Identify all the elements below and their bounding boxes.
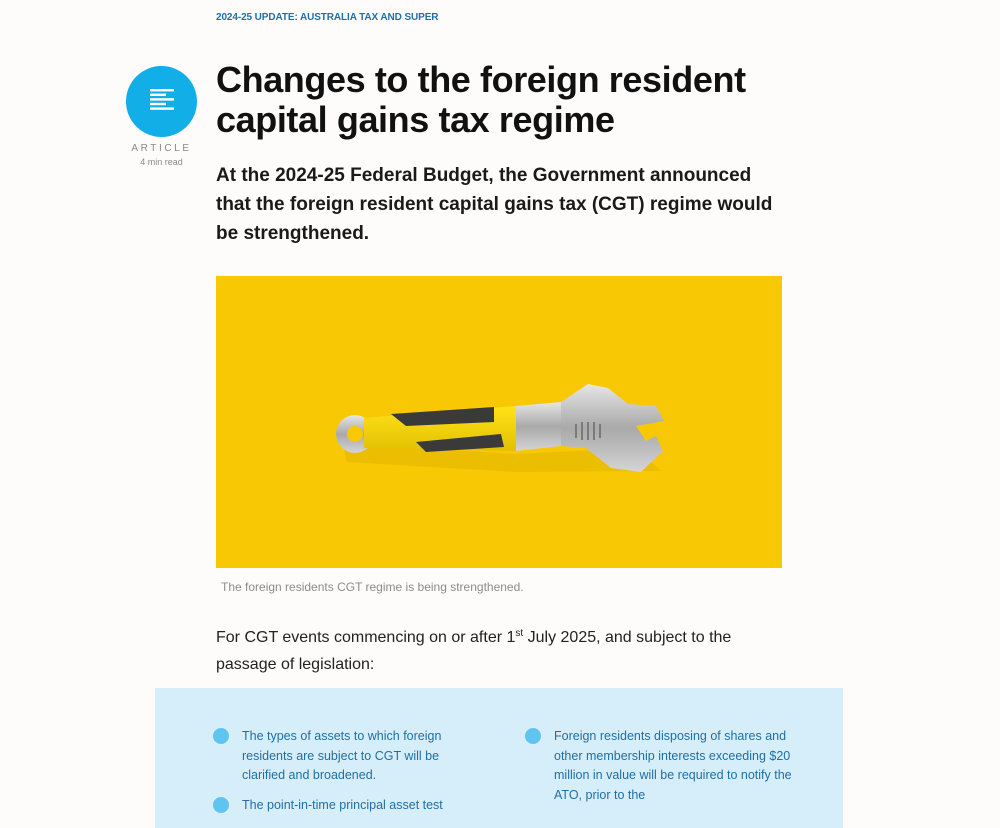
list-item [213, 727, 463, 786]
intro-paragraph [216, 624, 796, 678]
hero-image [216, 276, 782, 568]
list-item-text: The types of assets to which foreign residents are subject to CGT will be clarified and broadened. [242, 729, 442, 782]
category-eyebrow[interactable]: 2024-25 UPDATE: AUSTRALIA TAX AND SUPER [216, 12, 439, 23]
read-time: 4 min read [140, 157, 183, 167]
intro-text: For CGT events commencing on or after 1 [216, 629, 516, 646]
list-item-text: Foreign residents disposing of shares and other membership interests exceeding $20 million in value will be required to notify the ATO, prior to the [554, 729, 792, 802]
list-item [525, 727, 795, 805]
image-caption: The foreign residents CGT regime is being strengthened. [221, 580, 524, 594]
bullet-dot-icon [213, 797, 229, 813]
bullet-dot-icon [525, 728, 541, 744]
article-badge [126, 66, 197, 137]
list-item [213, 796, 503, 816]
list-item-text: The point-in-time principal asset test [242, 798, 443, 812]
intro-text-continued: July 2025, and subject to the passage of legislation: [216, 629, 732, 673]
bullet-dot-icon [213, 728, 229, 744]
document-lines-icon [147, 84, 177, 119]
page-title: Changes to the foreign resident capital gains tax regime [216, 59, 746, 140]
article-type-label: ARTICLE [131, 143, 192, 154]
ordinal-suffix: st [515, 628, 524, 639]
wrench-illustration [216, 276, 782, 568]
lead-paragraph: At the 2024-25 Federal Budget, the Government announced that the foreign resident capital gains tax (CGT) regime would be strengthened. [216, 165, 773, 244]
key-points-box [155, 688, 843, 828]
